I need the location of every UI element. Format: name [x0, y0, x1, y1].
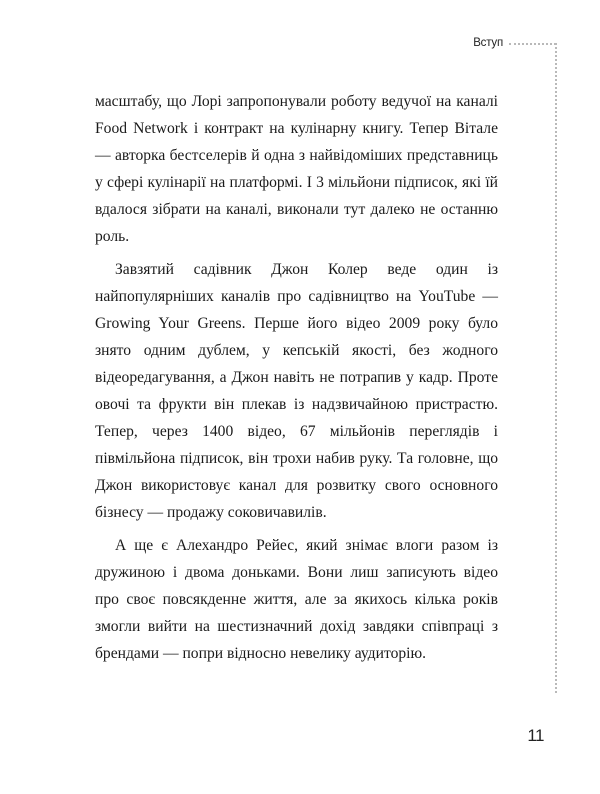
paragraph-1: масштабу, що Лорі запропонували роботу ведучої на каналі Food Network і контракт на кулінарну книгу. Тепер Вітале — авторка бестселерів й одна з найвідоміших представниць у сфері кулінарії на платформі. І 3 мільйони підписок, які їй вдалося зібрати на каналі, виконали тут далеко не останню роль.: [95, 93, 498, 245]
paragraph-3: А ще є Алехандро Рейес, який знімає влоги разом із дружиною і двома доньками. Вони лиш записують відео про своє повсякденне життя, але за якихось кілька років змогли вийти на шестизначний дохід завдяки співпраці з брендами — попри відносно невелику аудиторію.: [95, 537, 498, 662]
dotted-rule-horizontal: [509, 43, 556, 45]
running-header-title: Вступ: [473, 37, 503, 49]
paragraph-2: Завзятий садівник Джон Колер веде один із найпопулярніших каналів про садівництво на YouTube — Growing Your Greens. Перше його відео 2009 року було знято одним дублем, у кепській якості, без жодного відеоредагування, а Джон навіть не потрапив у кадр. Проте овочі та фрукти він плекав із надзвичайною пристрастю. Тепер, через 1400 відео, 67 мільйонів переглядів і півмільйона підписок, він трохи набив руку. Та головне, що Джон використовує канал для розвитку свого основного бізнесу — продажу соковичавилів.: [95, 261, 498, 521]
body-text: [95, 88, 498, 673]
page-number: 11: [527, 726, 544, 745]
dotted-rule-vertical: [555, 43, 557, 693]
